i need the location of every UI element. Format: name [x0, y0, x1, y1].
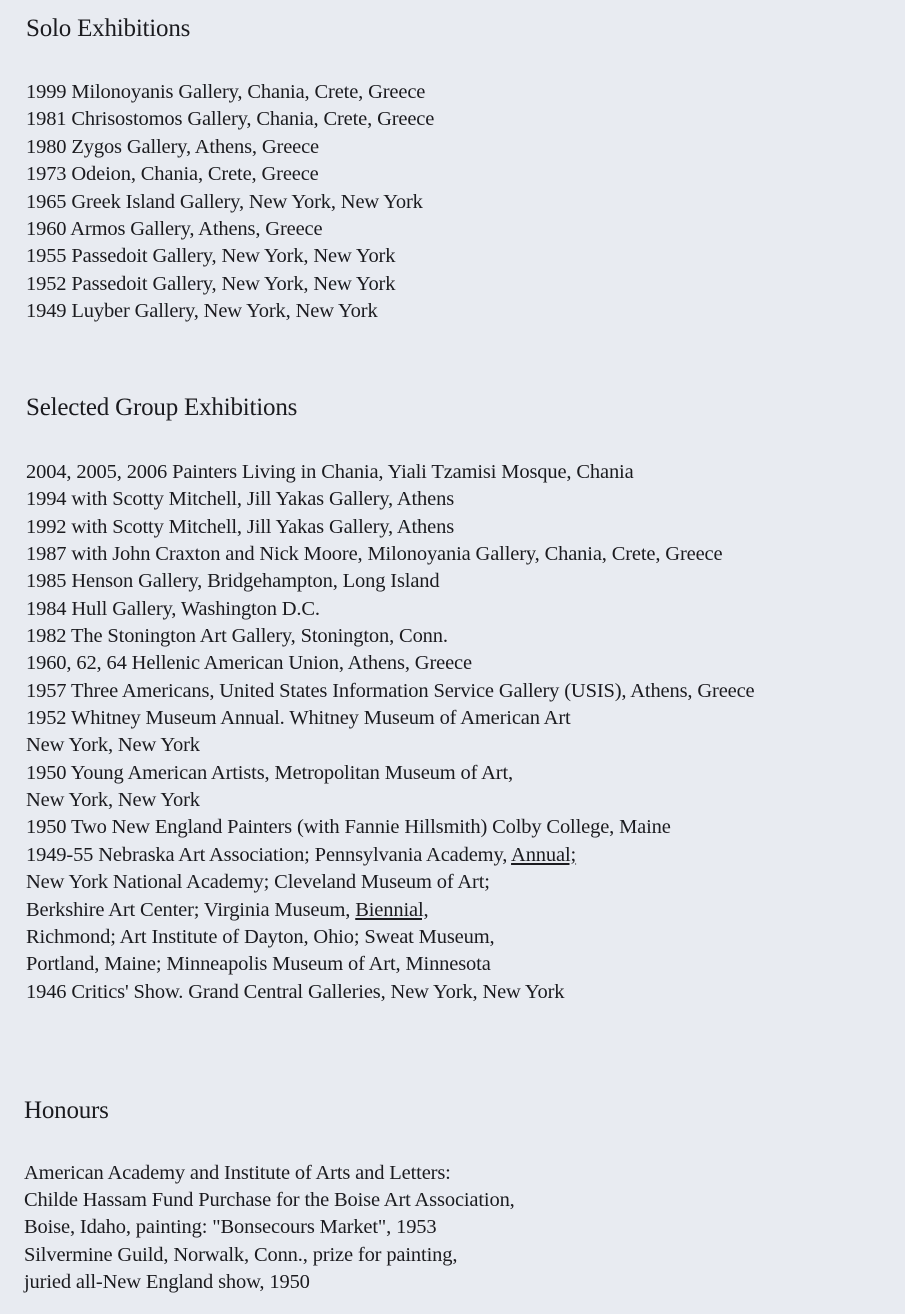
- list-item: 1960, 62, 64 Hellenic American Union, Athens, Greece: [26, 652, 472, 675]
- list-item: 1952 Passedoit Gallery, New York, New York: [26, 272, 396, 295]
- solo-exhibitions-section: [26, 14, 895, 326]
- list-item: New York, New York: [26, 789, 200, 812]
- list-item: New York National Academy; Cleveland Museum of Art;: [26, 871, 490, 894]
- list-item: 1965 Greek Island Gallery, New York, New York: [26, 190, 423, 213]
- list-item: 1999 Milonoyanis Gallery, Chania, Crete, Greece: [26, 81, 426, 103]
- list-item: 1984 Hull Gallery, Washington D.C.: [26, 597, 320, 620]
- list-item: Portland, Maine; Minneapolis Museum of Art, Minnesota: [26, 953, 491, 976]
- list-item: 1985 Henson Gallery, Bridgehampton, Long Island: [26, 570, 440, 593]
- group-exhibitions-section: [26, 393, 895, 1006]
- item-text: 1949-55 Nebraska Art Association; Pennsylvania Academy,: [26, 843, 512, 866]
- item-text: Berkshire Art Center; Virginia Museum,: [26, 898, 356, 921]
- list-item: 1949 Luyber Gallery, New York, New York: [26, 300, 378, 323]
- list-item: 1955 Passedoit Gallery, New York, New York: [26, 245, 396, 268]
- list-item: Boise, Idaho, painting: "Bonsecours Market", 1953: [24, 1216, 437, 1239]
- list-item: 1994 with Scotty Mitchell, Jill Yakas Gallery, Athens: [26, 488, 455, 511]
- section-heading: Selected Group Exhibitions: [26, 394, 298, 421]
- underlined-text: Annual;: [511, 843, 577, 866]
- section-heading: Honours: [24, 1097, 109, 1124]
- list-item: [26, 897, 895, 924]
- honours-section: [24, 1096, 895, 1296]
- list-item: 1981 Chrisostomos Gallery, Chania, Crete, Greece: [26, 108, 435, 131]
- list-item: 1982 The Stonington Art Gallery, Stonington, Conn.: [26, 625, 448, 648]
- list-item: 1950 Young American Artists, Metropolitan Museum of Art,: [26, 761, 514, 784]
- list-item: Silvermine Guild, Norwalk, Conn., prize for painting,: [24, 1243, 458, 1266]
- list-item: 1987 with John Craxton and Nick Moore, Milonoyania Gallery, Chania, Crete, Greece: [26, 543, 723, 566]
- section-heading: Solo Exhibitions: [26, 15, 191, 42]
- list-item: juried all-New England show, 1950: [24, 1270, 310, 1293]
- list-item: New York, New York: [26, 734, 200, 757]
- list-item: American Academy and Institute of Arts and Letters:: [24, 1162, 451, 1184]
- list-item: Richmond; Art Institute of Dayton, Ohio; Sweat Museum,: [26, 925, 495, 948]
- list-item: 1992 with Scotty Mitchell, Jill Yakas Gallery, Athens: [26, 515, 455, 538]
- list-item: 1957 Three Americans, United States Information Service Gallery (USIS), Athens, Greece: [26, 679, 755, 702]
- list-item: 1946 Critics' Show. Grand Central Galleries, New York, New York: [26, 980, 565, 1003]
- list-item: [26, 842, 895, 869]
- list-item: 1980 Zygos Gallery, Athens, Greece: [26, 135, 320, 158]
- list-item: 1973 Odeion, Chania, Crete, Greece: [26, 163, 319, 186]
- list-item: Childe Hassam Fund Purchase for the Boise Art Association,: [24, 1189, 515, 1212]
- list-item: 2004, 2005, 2006 Painters Living in Chania, Yiali Tzamisi Mosque, Chania: [26, 461, 634, 483]
- list-item: 1960 Armos Gallery, Athens, Greece: [26, 218, 323, 241]
- exhibition-list: [26, 79, 895, 326]
- exhibition-list: [26, 459, 895, 1006]
- underlined-text: Biennial,: [355, 898, 429, 921]
- list-item: 1952 Whitney Museum Annual. Whitney Museum of American Art: [26, 707, 571, 730]
- list-item: 1950 Two New England Painters (with Fannie Hillsmith) Colby College, Maine: [26, 816, 671, 839]
- honours-list: [24, 1160, 895, 1296]
